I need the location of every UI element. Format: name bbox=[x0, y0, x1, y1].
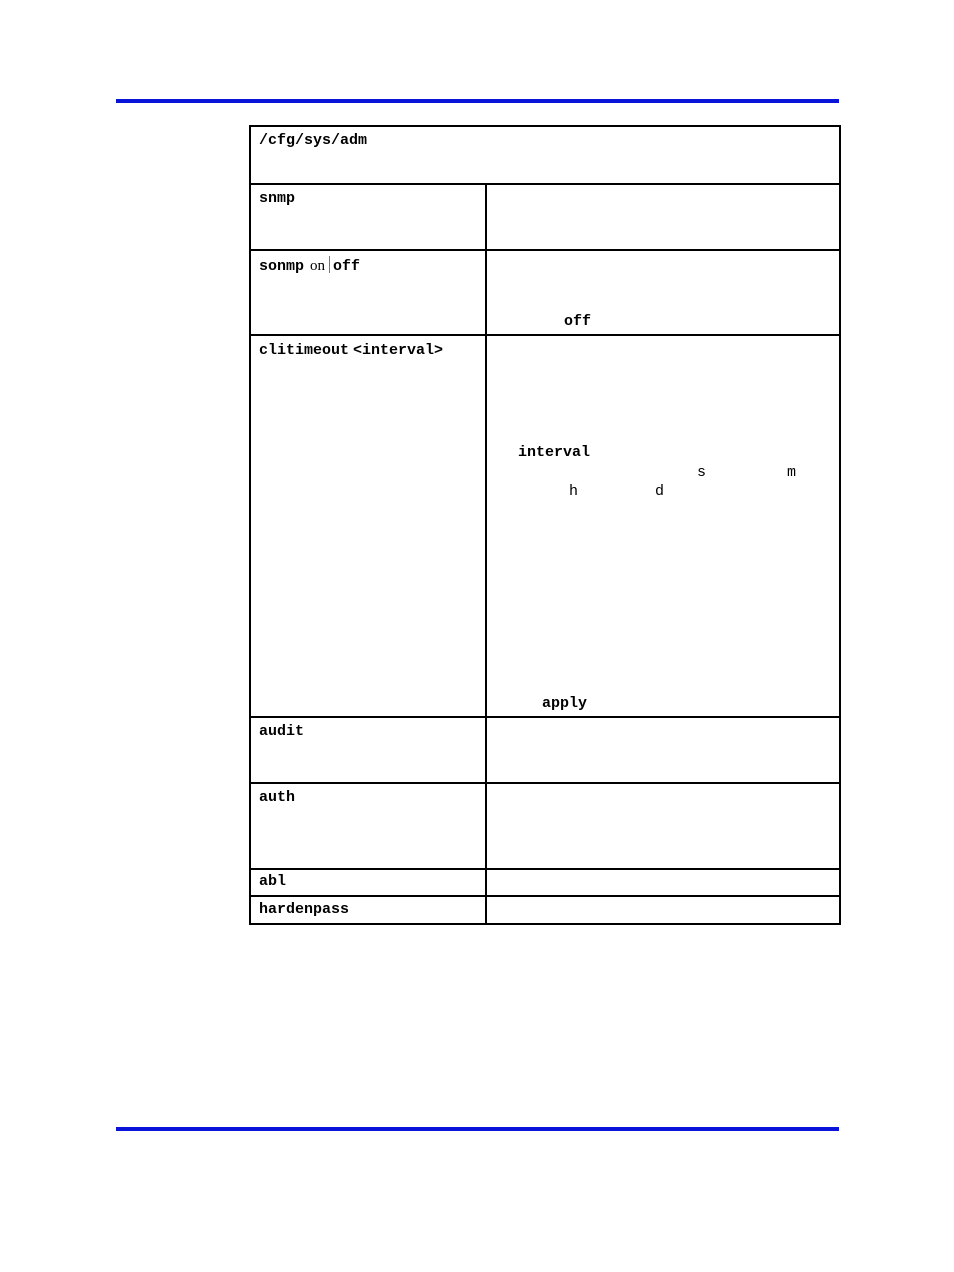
command-audit: audit bbox=[259, 723, 305, 740]
description-cell bbox=[486, 250, 840, 335]
table-row bbox=[250, 896, 840, 924]
table-row bbox=[250, 783, 840, 869]
command-snmp: snmp bbox=[259, 190, 296, 207]
command-cell bbox=[250, 250, 486, 335]
command-table bbox=[249, 125, 841, 925]
table-row bbox=[250, 335, 840, 717]
command-cell bbox=[250, 184, 486, 250]
description-cell bbox=[486, 184, 840, 250]
unit-days: d bbox=[655, 483, 665, 500]
command-sonmp: sonmp bbox=[259, 258, 305, 275]
command-clitimeout: clitimeout bbox=[259, 342, 350, 359]
table-row bbox=[250, 717, 840, 783]
description-cell bbox=[486, 335, 840, 717]
footer-rule bbox=[116, 1127, 839, 1131]
command-auth: auth bbox=[259, 789, 296, 806]
description-cell bbox=[486, 717, 840, 783]
argument-on: on bbox=[310, 258, 326, 274]
unit-hours: h bbox=[569, 483, 579, 500]
argument-off: off bbox=[333, 258, 361, 275]
description-cell bbox=[486, 896, 840, 924]
command-cell bbox=[250, 869, 486, 896]
unit-seconds: s bbox=[697, 464, 707, 481]
header-rule bbox=[116, 99, 839, 103]
separator-pipe bbox=[329, 256, 330, 273]
argument-interval: <interval> bbox=[353, 342, 444, 359]
menu-path: /cfg/sys/adm bbox=[259, 132, 368, 149]
command-abl: abl bbox=[259, 873, 287, 890]
description-cell bbox=[486, 783, 840, 869]
command-cell bbox=[250, 896, 486, 924]
command-cell bbox=[250, 783, 486, 869]
apply-command: apply bbox=[542, 695, 588, 712]
table-row bbox=[250, 869, 840, 896]
default-value-off: off bbox=[564, 313, 592, 330]
parameter-interval: interval bbox=[518, 444, 591, 461]
command-clitimeout-syntax bbox=[259, 341, 443, 359]
unit-minutes: m bbox=[787, 464, 797, 481]
command-sonmp-syntax bbox=[259, 256, 360, 275]
command-cell bbox=[250, 717, 486, 783]
table-header-row bbox=[250, 126, 840, 184]
menu-path-cell bbox=[250, 126, 840, 184]
command-cell bbox=[250, 335, 486, 717]
table-row bbox=[250, 250, 840, 335]
command-hardenpass: hardenpass bbox=[259, 901, 350, 918]
description-cell bbox=[486, 869, 840, 896]
table-row bbox=[250, 184, 840, 250]
